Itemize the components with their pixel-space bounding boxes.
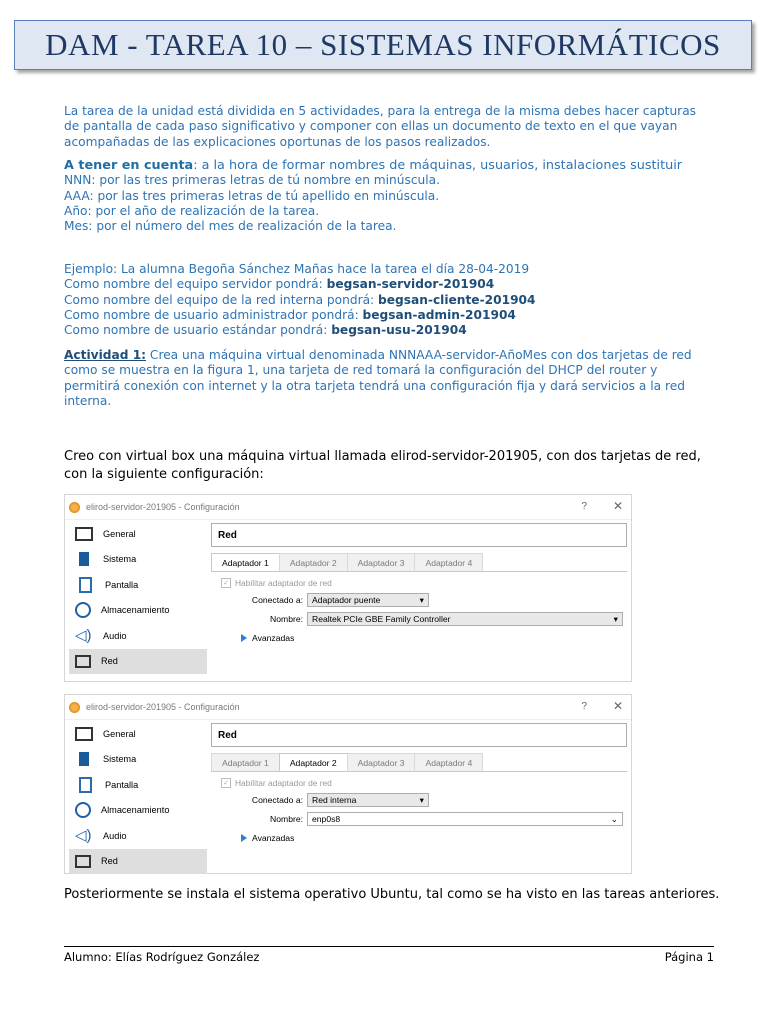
sidebar-item-network[interactable]	[69, 849, 207, 875]
tab-adapter-1[interactable]: Adaptador 1	[211, 753, 280, 771]
connected-value: Adaptador puente	[312, 595, 381, 605]
chevron-down-icon: ⌄	[610, 813, 618, 824]
disk-icon	[75, 802, 91, 818]
title-banner	[14, 20, 752, 70]
footer-author: Alumno: Elías Rodríguez González	[64, 950, 260, 964]
note-line: Mes: por el número del mes de realización de la tarea.	[64, 219, 397, 234]
document-title: DAM - TAREA 10 – SISTEMAS INFORMÁTICOS	[45, 27, 721, 62]
advanced-toggle[interactable]	[211, 633, 627, 643]
sidebar-item-label: Almacenamiento	[101, 805, 170, 816]
tab-adapter-2[interactable]: Adaptador 2	[279, 753, 348, 771]
note-label: A tener en cuenta	[64, 158, 194, 173]
name-select[interactable]	[307, 612, 623, 626]
sidebar-item-label: Pantalla	[105, 779, 139, 790]
chip-icon	[79, 752, 89, 766]
connected-row	[211, 593, 627, 607]
paragraph-1: Creo con virtual box una máquina virtual llamada elirod-servidor-201905, con dos tarjetas de red, con la siguiente configuración:	[64, 449, 701, 482]
connected-label: Conectado a:	[251, 795, 303, 805]
chevron-down-icon: ▾	[419, 794, 424, 805]
expand-arrow-icon	[241, 834, 247, 842]
name-value: enp0s8	[312, 814, 341, 824]
name-combobox[interactable]	[307, 812, 623, 826]
advanced-label: Avanzadas	[252, 633, 295, 643]
monitor-icon	[75, 527, 93, 541]
network-icon	[75, 655, 91, 668]
adapter-tabs	[211, 753, 627, 772]
connected-label: Conectado a:	[251, 595, 303, 605]
sidebar-item-label: Almacenamiento	[101, 605, 170, 616]
sidebar-item-general[interactable]	[69, 521, 207, 547]
example-block	[64, 262, 714, 338]
note-line: AAA: por las tres primeras letras de tú apellido en minúscula.	[64, 188, 440, 203]
window-titlebar	[65, 695, 631, 720]
name-row	[211, 612, 627, 626]
connected-select[interactable]	[307, 593, 429, 607]
chip-icon	[79, 552, 89, 566]
example-value: begsan-admin-201904	[362, 307, 516, 322]
intro-paragraph	[64, 104, 714, 150]
checkmark-icon: ✓	[221, 578, 231, 588]
footer-divider	[64, 946, 714, 947]
sidebar-item-label: Sistema	[103, 754, 137, 765]
chevron-down-icon: ▾	[613, 613, 618, 624]
section-header: Red	[211, 723, 627, 747]
window-title: elirod-servidor-201905 - Configuración	[86, 702, 240, 712]
close-button[interactable]: ✕	[612, 699, 623, 713]
example-line: Ejemplo: La alumna Begoña Sánchez Mañas hace la tarea el día 28-04-2019	[64, 262, 530, 276]
example-text: Como nombre de usuario estándar pondrá:	[64, 323, 332, 338]
note-line: NNN: por las tres primeras letras de tú nombre en minúscula.	[64, 173, 440, 188]
sidebar-item-label: Audio	[103, 630, 127, 641]
speaker-icon: ◁)	[75, 626, 92, 644]
sidebar-item-label: General	[103, 528, 136, 539]
enable-adapter-checkbox[interactable]	[211, 778, 627, 788]
tab-adapter-1[interactable]: Adaptador 1	[211, 553, 280, 571]
name-label: Nombre:	[270, 614, 303, 624]
tab-adapter-3[interactable]: Adaptador 3	[347, 553, 416, 571]
footer-page-number: Página 1	[664, 950, 714, 964]
example-value: begsan-cliente-201904	[378, 292, 536, 307]
sidebar-item-network[interactable]	[69, 649, 207, 675]
sidebar-item-label: General	[103, 728, 136, 739]
enable-adapter-label: Habilitar adaptador de red	[235, 778, 332, 788]
connected-select[interactable]	[307, 793, 429, 807]
settings-sidebar	[69, 521, 207, 674]
sidebar-item-display[interactable]	[69, 772, 207, 798]
settings-sidebar	[69, 721, 207, 874]
tab-adapter-4[interactable]: Adaptador 4	[414, 753, 483, 771]
example-text: Como nombre del equipo servidor pondrá:	[64, 277, 327, 292]
window-title: elirod-servidor-201905 - Configuración	[86, 502, 240, 512]
page-footer	[64, 950, 714, 964]
sidebar-item-storage[interactable]	[69, 798, 207, 824]
name-value: Realtek PCIe GBE Family Controller	[312, 614, 451, 624]
close-button[interactable]: ✕	[612, 499, 623, 513]
display-icon	[79, 777, 92, 793]
sidebar-item-label: Red	[101, 856, 118, 867]
example-text: Como nombre de usuario administrador pondrá:	[64, 307, 363, 322]
config-window-1	[64, 494, 632, 682]
intro-text: La tarea de la unidad está dividida en 5 actividades, para la entrega de la misma debes hacer capturas de pantalla de cada paso significativo y componer con ellas un documento de texto en el que vayan acompañadas de las explicaciones oportunas de los pasos realizados.	[64, 104, 697, 149]
sidebar-item-audio[interactable]	[69, 623, 207, 649]
sidebar-item-label: Red	[101, 656, 118, 667]
activity-block	[64, 348, 714, 409]
example-text: Como nombre del equipo de la red interna pondrá:	[64, 292, 379, 307]
name-row	[211, 812, 627, 826]
enable-adapter-label: Habilitar adaptador de red	[235, 578, 332, 588]
connected-value: Red interna	[312, 795, 357, 805]
connected-row	[211, 793, 627, 807]
advanced-label: Avanzadas	[252, 833, 295, 843]
advanced-toggle[interactable]	[211, 833, 627, 843]
adapter-tabs	[211, 553, 627, 572]
sidebar-item-system[interactable]	[69, 747, 207, 773]
chevron-down-icon: ▾	[419, 594, 424, 605]
virtualbox-icon	[69, 702, 80, 713]
expand-arrow-icon	[241, 634, 247, 642]
tab-adapter-3[interactable]: Adaptador 3	[347, 753, 416, 771]
monitor-icon	[75, 727, 93, 741]
config-window-2	[64, 694, 632, 874]
paragraph-2: Posteriormente se instala el sistema operativo Ubuntu, tal como se ha visto en las tareas anteriores.	[64, 887, 720, 902]
tab-adapter-4[interactable]: Adaptador 4	[414, 553, 483, 571]
tab-adapter-2[interactable]: Adaptador 2	[279, 553, 348, 571]
sidebar-item-audio[interactable]	[69, 823, 207, 849]
activity-label: Actividad 1:	[64, 348, 147, 362]
help-button[interactable]: ?	[581, 501, 587, 512]
display-icon	[79, 577, 92, 593]
example-value: begsan-servidor-201904	[326, 277, 495, 292]
name-label: Nombre:	[270, 814, 303, 824]
sidebar-item-general[interactable]	[69, 721, 207, 747]
sidebar-item-display[interactable]	[69, 572, 207, 598]
sidebar-item-label: Sistema	[103, 554, 137, 565]
note-line: Año: por el año de realización de la tarea.	[64, 203, 320, 218]
disk-icon	[75, 602, 91, 618]
settings-panel	[211, 723, 627, 873]
note-block	[64, 158, 714, 234]
section-header: Red	[211, 523, 627, 547]
speaker-icon: ◁)	[75, 826, 92, 844]
note-text: : a la hora de formar nombres de máquinas, usuarios, instalaciones sustituir	[193, 158, 683, 173]
sidebar-item-label: Pantalla	[105, 579, 139, 590]
example-value: begsan-usu-201904	[331, 323, 467, 338]
network-icon	[75, 855, 91, 868]
checkmark-icon: ✓	[221, 778, 231, 788]
settings-panel	[211, 523, 627, 681]
sidebar-item-storage[interactable]	[69, 598, 207, 624]
help-button[interactable]: ?	[581, 701, 587, 712]
sidebar-item-system[interactable]	[69, 547, 207, 573]
activity-text: Crea una máquina virtual denominada NNNAAA-servidor-AñoMes con dos tarjetas de red como se muestra en la figura 1, una tarjeta de red tomará la configuración del DHCP del router y permitirá conexión con internet y la otra tarjeta tendrá una configuración fija y dará servicios a la red interna.	[64, 348, 692, 408]
enable-adapter-checkbox[interactable]	[211, 578, 627, 588]
virtualbox-icon	[69, 502, 80, 513]
sidebar-item-label: Audio	[103, 830, 127, 841]
window-titlebar	[65, 495, 631, 520]
